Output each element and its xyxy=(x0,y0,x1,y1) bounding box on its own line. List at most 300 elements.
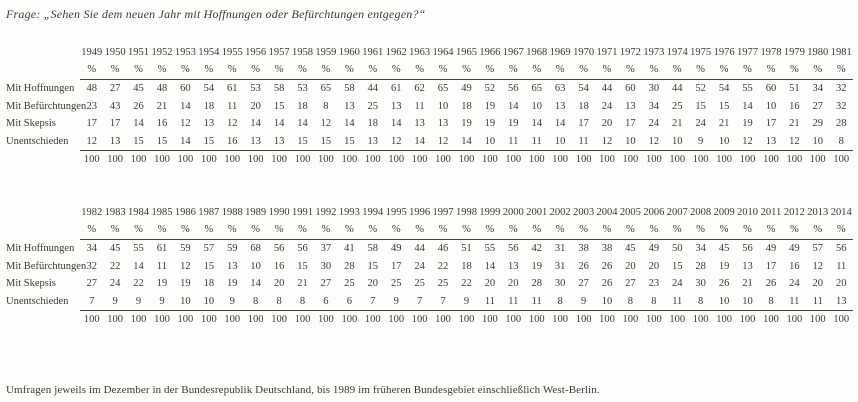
year-cell: 2009 xyxy=(713,207,735,218)
year-cell: 1996 xyxy=(409,207,431,218)
percent-sign-cell: % xyxy=(712,222,735,240)
value-cell: 14 xyxy=(390,118,402,129)
value-cell: 21 xyxy=(789,118,800,129)
year-cell: 2014 xyxy=(830,207,852,218)
row-label: Mit Hoffnungen xyxy=(6,242,75,254)
total-cell: 100 xyxy=(103,311,126,329)
percent-sign-cell: % xyxy=(361,222,384,240)
value-cell: 12 xyxy=(226,118,238,129)
percent-sign-cell: % xyxy=(408,62,431,80)
total-cell: 100 xyxy=(127,151,150,169)
value-cell: 12 xyxy=(180,118,191,129)
value-cell: 45 xyxy=(133,83,144,94)
value-cell: 14 xyxy=(531,118,542,129)
value-cell: 24 xyxy=(695,118,706,129)
percent-sign-cell: % xyxy=(150,62,173,80)
value-cell: 29 xyxy=(812,118,824,129)
data-row xyxy=(5,293,853,311)
value-cell: 57 xyxy=(812,243,824,254)
year-header-row xyxy=(5,45,853,62)
value-cell: 22 xyxy=(133,278,144,289)
empty-label-cell xyxy=(5,45,80,62)
value-cell: 61 xyxy=(156,243,168,254)
value-cell: 10 xyxy=(812,135,824,147)
total-cell: 100 xyxy=(314,151,337,169)
value-cell: 8 xyxy=(323,100,329,112)
value-cell: 28 xyxy=(531,278,542,289)
value-cell: 13 xyxy=(508,260,519,272)
percent-sign-cell: % xyxy=(408,222,431,240)
value-cell: 34 xyxy=(695,243,706,254)
percent-sign-cell: % xyxy=(197,62,220,80)
year-cell: 1966 xyxy=(479,47,501,58)
value-cell: 14 xyxy=(180,135,191,147)
value-cell: 20 xyxy=(484,278,496,289)
value-cell: 12 xyxy=(180,260,191,272)
percent-sign-cell: % xyxy=(572,222,595,240)
value-cell: 15 xyxy=(273,100,285,112)
value-cell: 59 xyxy=(180,243,191,254)
value-cell: 13 xyxy=(765,135,777,147)
total-cell: 100 xyxy=(572,151,595,169)
value-cell: 26 xyxy=(578,260,589,272)
value-cell: 44 xyxy=(367,83,379,94)
value-cell: 10 xyxy=(484,135,496,147)
total-cell: 100 xyxy=(806,151,829,169)
value-cell: 16 xyxy=(156,118,168,129)
value-cell: 30 xyxy=(320,260,332,272)
value-cell: 15 xyxy=(156,135,168,147)
value-cell: 7 xyxy=(370,295,376,307)
value-cell: 11 xyxy=(227,100,238,112)
year-cell: 1958 xyxy=(292,47,313,58)
value-cell: 12 xyxy=(86,135,97,147)
value-cell: 11 xyxy=(414,100,425,112)
year-cell: 1998 xyxy=(455,207,477,218)
year-cell: 2008 xyxy=(690,207,712,218)
total-cell: 100 xyxy=(712,311,735,329)
value-cell: 18 xyxy=(203,278,215,289)
value-cell: 22 xyxy=(109,260,121,272)
data-row xyxy=(5,98,853,116)
value-cell: 13 xyxy=(625,100,636,112)
total-cell: 100 xyxy=(291,151,314,169)
percent-sign-cell: % xyxy=(197,222,220,240)
value-cell: 15 xyxy=(133,135,144,147)
value-cell: 21 xyxy=(742,278,753,289)
value-cell: 61 xyxy=(226,83,238,94)
percent-sign-cell: % xyxy=(267,62,290,80)
value-cell: 34 xyxy=(86,243,97,254)
value-cell: 53 xyxy=(297,83,308,94)
value-cell: 55 xyxy=(742,83,753,94)
year-cell: 2007 xyxy=(666,207,688,218)
value-cell: 20 xyxy=(508,278,519,289)
year-cell: 1985 xyxy=(151,207,173,218)
value-cell: 49 xyxy=(765,243,777,254)
percent-sign-cell: % xyxy=(338,222,361,240)
year-cell: 1997 xyxy=(432,207,454,218)
value-cell: 53 xyxy=(250,83,261,94)
value-cell: 14 xyxy=(180,100,191,112)
value-cell: 51 xyxy=(461,243,472,254)
value-cell: 14 xyxy=(133,260,144,272)
value-cell: 56 xyxy=(508,83,519,94)
row-label: Unentschieden xyxy=(6,295,69,307)
value-cell: 24 xyxy=(648,118,660,129)
total-cell: 100 xyxy=(572,311,595,329)
value-cell: 20 xyxy=(250,100,261,112)
value-cell: 21 xyxy=(297,278,308,289)
value-cell: 26 xyxy=(765,278,777,289)
value-cell: 44 xyxy=(601,83,613,94)
year-cell: 1995 xyxy=(385,207,407,218)
percent-sign-cell: % xyxy=(244,222,267,240)
percent-sign-cell: % xyxy=(619,222,642,240)
value-cell: 25 xyxy=(390,278,402,289)
value-cell: 68 xyxy=(250,243,261,254)
year-cell: 1992 xyxy=(315,207,337,218)
value-cell: 24 xyxy=(789,278,800,289)
value-cell: 49 xyxy=(390,243,402,254)
percent-sign-cell: % xyxy=(689,222,712,240)
value-cell: 9 xyxy=(463,295,470,307)
value-cell: 7 xyxy=(416,295,423,307)
year-cell: 2010 xyxy=(737,207,759,218)
value-cell: 15 xyxy=(297,260,308,272)
percent-sign-cell: % xyxy=(455,222,478,240)
value-cell: 11 xyxy=(812,295,823,307)
value-cell: 63 xyxy=(554,83,566,94)
value-cell: 38 xyxy=(601,243,613,254)
total-cell: 100 xyxy=(759,311,782,329)
percent-sign-cell: % xyxy=(525,222,548,240)
percent-sign-cell: % xyxy=(759,62,782,80)
percent-sign-cell: % xyxy=(431,222,454,240)
value-cell: 44 xyxy=(414,243,425,254)
total-cell: 100 xyxy=(642,311,665,329)
total-cell: 100 xyxy=(783,311,806,329)
total-cell: 100 xyxy=(221,151,244,169)
total-cell: 100 xyxy=(314,311,337,329)
year-cell: 1980 xyxy=(807,47,829,58)
value-cell: 12 xyxy=(742,135,753,147)
year-cell: 1972 xyxy=(619,47,641,58)
total-cell: 100 xyxy=(525,311,548,329)
percent-sign-cell: % xyxy=(291,62,314,80)
value-cell: 10 xyxy=(554,135,566,147)
value-cell: 18 xyxy=(461,100,472,112)
value-cell: 25 xyxy=(367,100,379,112)
value-cell: 20 xyxy=(367,278,379,289)
value-cell: 44 xyxy=(672,83,683,94)
value-cell: 14 xyxy=(273,118,285,129)
total-cell: 100 xyxy=(431,311,454,329)
year-cell: 1952 xyxy=(151,47,173,58)
value-cell: 19 xyxy=(484,100,496,112)
value-cell: 60 xyxy=(625,83,636,94)
year-cell: 1984 xyxy=(128,207,150,218)
value-cell: 25 xyxy=(414,278,425,289)
value-cell: 37 xyxy=(320,243,332,254)
value-cell: 17 xyxy=(625,118,636,129)
value-cell: 11 xyxy=(836,260,847,272)
percent-sign-cell: % xyxy=(783,222,806,240)
value-cell: 8 xyxy=(838,135,844,147)
percent-sign-cell: % xyxy=(830,62,854,80)
value-cell: 43 xyxy=(109,100,121,112)
year-cell: 1964 xyxy=(432,47,454,58)
year-cell: 1977 xyxy=(737,47,759,58)
value-cell: 54 xyxy=(203,83,215,94)
total-row xyxy=(5,151,853,169)
year-cell: 2003 xyxy=(573,207,595,218)
value-cell: 12 xyxy=(812,260,824,272)
percent-sign-cell: % xyxy=(502,222,525,240)
value-cell: 54 xyxy=(578,83,589,94)
value-cell: 12 xyxy=(648,135,660,147)
value-cell: 15 xyxy=(203,135,215,147)
value-cell: 26 xyxy=(601,278,613,289)
value-cell: 20 xyxy=(812,278,824,289)
percent-sign-cell: % xyxy=(80,62,103,80)
year-cell: 2001 xyxy=(526,207,548,218)
total-cell: 100 xyxy=(127,311,150,329)
value-cell: 26 xyxy=(133,100,144,112)
total-cell: 100 xyxy=(455,311,478,329)
value-cell: 55 xyxy=(133,243,144,254)
value-cell: 51 xyxy=(789,83,800,94)
year-cell: 1960 xyxy=(338,47,360,58)
value-cell: 49 xyxy=(648,243,660,254)
total-cell: 100 xyxy=(736,311,759,329)
total-cell: 100 xyxy=(759,151,782,169)
value-cell: 14 xyxy=(297,118,308,129)
value-cell: 12 xyxy=(390,135,402,147)
percent-sign-cell: % xyxy=(127,222,150,240)
value-cell: 9 xyxy=(135,295,142,307)
value-cell: 8 xyxy=(698,295,704,307)
value-cell: 58 xyxy=(367,243,379,254)
value-cell: 19 xyxy=(461,118,472,129)
total-cell: 100 xyxy=(548,151,571,169)
value-cell: 19 xyxy=(531,260,542,272)
value-cell: 10 xyxy=(765,100,777,112)
total-cell: 100 xyxy=(150,151,173,169)
value-cell: 65 xyxy=(320,83,332,94)
value-cell: 19 xyxy=(226,278,238,289)
year-cell: 1959 xyxy=(315,47,337,58)
percent-sign-cell: % xyxy=(361,62,384,80)
value-cell: 13 xyxy=(344,100,355,112)
year-cell: 1999 xyxy=(479,207,501,218)
total-cell: 100 xyxy=(806,311,829,329)
value-cell: 10 xyxy=(718,135,730,147)
value-cell: 15 xyxy=(695,100,706,112)
value-cell: 27 xyxy=(109,83,121,94)
value-cell: 17 xyxy=(390,260,402,272)
value-cell: 7 xyxy=(440,295,446,307)
percent-sign-cell: % xyxy=(830,222,854,240)
value-cell: 24 xyxy=(109,278,121,289)
total-cell: 100 xyxy=(221,311,244,329)
value-cell: 15 xyxy=(718,100,730,112)
year-cell: 1951 xyxy=(128,47,150,58)
year-cell: 1950 xyxy=(104,47,126,58)
percent-sign-cell: % xyxy=(150,222,173,240)
percent-sign-cell: % xyxy=(736,62,759,80)
value-cell: 14 xyxy=(414,135,425,147)
value-cell: 28 xyxy=(344,260,355,272)
value-cell: 8 xyxy=(651,295,657,307)
row-label: Mit Befürchtungen xyxy=(6,100,87,112)
percent-sign-cell: % xyxy=(103,222,126,240)
value-cell: 7 xyxy=(89,295,95,307)
value-cell: 32 xyxy=(836,100,847,112)
year-cell: 1993 xyxy=(338,207,360,218)
value-cell: 49 xyxy=(789,243,800,254)
total-cell: 100 xyxy=(80,311,103,329)
total-cell: 100 xyxy=(712,151,735,169)
value-cell: 14 xyxy=(250,118,261,129)
year-header-row xyxy=(5,205,853,222)
value-cell: 8 xyxy=(299,295,306,307)
value-cell: 15 xyxy=(344,135,355,147)
percent-sign-cell: % xyxy=(525,62,548,80)
year-cell: 1978 xyxy=(760,47,782,58)
value-cell: 6 xyxy=(346,295,352,307)
value-cell: 62 xyxy=(414,83,425,94)
value-cell: 9 xyxy=(580,295,587,307)
year-cell: 1990 xyxy=(268,207,290,218)
value-cell: 15 xyxy=(367,260,379,272)
value-cell: 12 xyxy=(601,135,613,147)
percent-sign-cell: % xyxy=(338,62,361,80)
total-cell: 100 xyxy=(548,311,571,329)
value-cell: 49 xyxy=(461,83,472,94)
data-row xyxy=(5,80,853,98)
percent-sign-cell: % xyxy=(806,222,829,240)
total-cell: 100 xyxy=(174,151,197,169)
value-cell: 54 xyxy=(718,83,730,94)
value-cell: 22 xyxy=(461,278,472,289)
survey-table-1982-2014 xyxy=(5,205,853,329)
value-cell: 27 xyxy=(320,278,332,289)
value-cell: 9 xyxy=(393,295,399,307)
value-cell: 19 xyxy=(484,118,496,129)
value-cell: 24 xyxy=(672,278,683,289)
total-cell: 100 xyxy=(502,151,525,169)
percent-sign-cell: % xyxy=(267,222,290,240)
value-cell: 9 xyxy=(229,295,235,307)
value-cell: 46 xyxy=(437,243,449,254)
value-cell: 55 xyxy=(484,243,496,254)
year-cell: 1953 xyxy=(174,47,196,58)
year-cell: 1981 xyxy=(830,47,852,58)
year-cell: 1989 xyxy=(245,207,267,218)
percent-sign-cell: % xyxy=(712,62,735,80)
value-cell: 11 xyxy=(156,260,168,272)
total-cell: 100 xyxy=(783,151,806,169)
value-cell: 20 xyxy=(601,118,613,129)
value-cell: 23 xyxy=(648,278,660,289)
value-cell: 13 xyxy=(554,100,566,112)
percent-sign-cell: % xyxy=(548,62,571,80)
total-cell: 100 xyxy=(174,311,197,329)
total-cell: 100 xyxy=(736,151,759,169)
value-cell: 25 xyxy=(672,100,683,112)
percent-sign-cell: % xyxy=(478,222,501,240)
percent-sign-cell: % xyxy=(548,222,571,240)
value-cell: 13 xyxy=(203,118,215,129)
value-cell: 15 xyxy=(320,135,332,147)
total-cell: 100 xyxy=(291,311,314,329)
total-cell: 100 xyxy=(502,311,525,329)
value-cell: 11 xyxy=(578,135,589,147)
percent-sign-cell: % xyxy=(806,62,829,80)
value-cell: 16 xyxy=(789,100,800,112)
value-cell: 10 xyxy=(180,295,191,307)
value-cell: 11 xyxy=(484,295,495,307)
total-cell: 100 xyxy=(666,151,689,169)
percent-sign-cell: % xyxy=(502,62,525,80)
value-cell: 57 xyxy=(203,243,215,254)
value-cell: 6 xyxy=(323,295,329,307)
total-cell: 100 xyxy=(244,311,267,329)
value-cell: 13 xyxy=(836,295,847,307)
value-cell: 27 xyxy=(625,278,636,289)
value-cell: 30 xyxy=(648,83,660,94)
value-cell: 18 xyxy=(367,118,379,129)
percent-sign-cell: % xyxy=(103,62,126,80)
value-cell: 14 xyxy=(133,118,144,129)
value-cell: 20 xyxy=(648,260,660,272)
total-cell: 100 xyxy=(197,151,220,169)
value-cell: 19 xyxy=(180,278,191,289)
value-cell: 19 xyxy=(718,260,730,272)
value-cell: 15 xyxy=(672,260,683,272)
value-cell: 32 xyxy=(86,260,97,272)
value-cell: 15 xyxy=(297,135,308,147)
value-cell: 10 xyxy=(625,135,636,147)
year-cell: 1955 xyxy=(221,47,243,58)
year-cell: 1994 xyxy=(362,207,384,218)
year-cell: 1956 xyxy=(245,47,267,58)
percent-sign-cell: % xyxy=(431,62,454,80)
value-cell: 60 xyxy=(765,83,777,94)
data-row xyxy=(5,240,853,258)
value-cell: 41 xyxy=(344,243,355,254)
total-cell: 100 xyxy=(103,151,126,169)
value-cell: 9 xyxy=(112,295,118,307)
value-cell: 38 xyxy=(578,243,589,254)
percent-sign-cell: % xyxy=(642,62,665,80)
value-cell: 10 xyxy=(718,295,730,307)
value-cell: 14 xyxy=(508,100,519,112)
value-cell: 56 xyxy=(273,243,285,254)
value-cell: 26 xyxy=(601,260,613,272)
value-cell: 10 xyxy=(203,295,215,307)
total-cell: 100 xyxy=(408,151,431,169)
empty-label-cell xyxy=(5,311,80,329)
value-cell: 58 xyxy=(344,83,355,94)
percent-sign-cell: % xyxy=(127,62,150,80)
value-cell: 56 xyxy=(297,243,308,254)
row-label: Unentschieden xyxy=(6,135,69,147)
year-cell: 1988 xyxy=(221,207,243,218)
percent-sign-cell: % xyxy=(455,62,478,80)
value-cell: 25 xyxy=(437,278,449,289)
